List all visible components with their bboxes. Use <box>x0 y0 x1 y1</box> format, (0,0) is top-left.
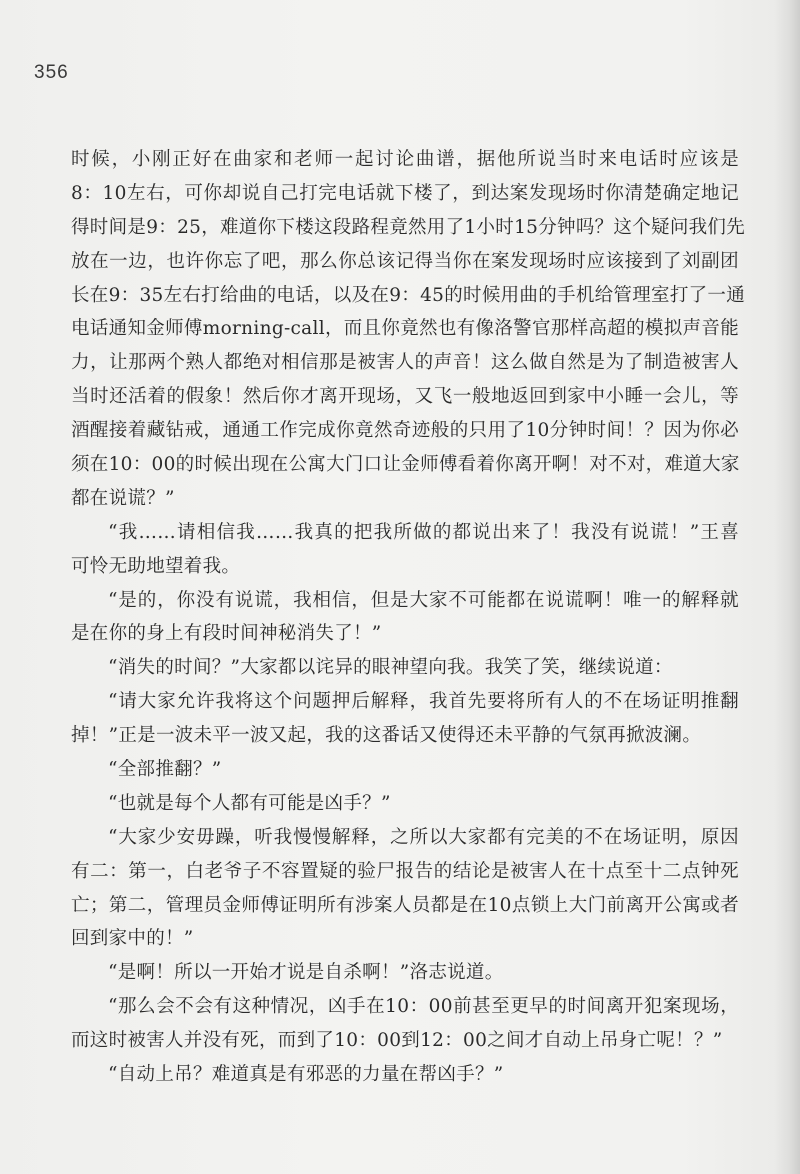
text-line: “消失的时间？”大家都以诧异的眼神望向我。我笑了笑，继续说道： <box>108 657 673 679</box>
body-text <box>71 143 746 1092</box>
text-line: 是在你的身上有段时间神秘消失了！” <box>71 623 382 645</box>
text-line: “自动上吊？难道真是有邪恶的力量在帮凶手？” <box>108 1064 504 1086</box>
text-line: 可怜无助地望着我。 <box>71 555 241 577</box>
text-line: “是啊！所以一开始才说是自杀啊！”洛志说道。 <box>108 962 504 984</box>
text-line: 都在说谎？” <box>71 487 175 509</box>
text-line: “那么会不会有这种情况，凶手在10：00前甚至更早的时间离开犯案现场， <box>108 996 739 1018</box>
text-line: “大家少安毋躁，听我慢慢解释，之所以大家都有完美的不在场证明，原因 <box>108 826 739 848</box>
text-line: 得时间是9：25，难道你下楼这段路程竟然用了1小时15分钟吗？这个疑问我们先 <box>71 216 746 238</box>
text-line: 而这时被害人并没有死，而到了10：00到12：00之间才自动上吊身亡呢！？” <box>71 1030 723 1052</box>
text-line: 8：10左右，可你却说自己打完电话就下楼了，到达案发现场时你清楚确定地记 <box>71 182 739 204</box>
text-line: “是的，你没有说谎，我相信，但是大家不可能都在说谎啊！唯一的解释就 <box>108 589 739 611</box>
page-number: 356 <box>34 62 69 83</box>
text-line: 酒醒接着藏钻戒，通通工作完成你竟然奇迹般的只用了10分钟时间！？因为你必 <box>71 420 739 442</box>
text-line: 有二：第一，白老爷子不容置疑的验尸报告的结论是被害人在十点至十二点钟死 <box>71 860 739 882</box>
text-line: 掉！”正是一波未平一波又起，我的这番话又使得还未平静的气氛再掀波澜。 <box>71 725 702 747</box>
text-line: “我……请相信我……我真的把我所做的都说出来了！我没有说谎！”王喜 <box>108 521 739 543</box>
text-line: 当时还活着的假象！然后你才离开现场，又飞一般地返回到家中小睡一会儿，等 <box>71 386 739 408</box>
text-line: 须在10：00的时候出现在公寓大门口让金师傅看着你离开啊！对不对，难道大家 <box>71 454 740 476</box>
text-line: 电话通知金师傅morning-call，而且你竟然也有像洛警官那样高超的模拟声音能 <box>71 318 739 340</box>
text-line: 亡；第二，管理员金师傅证明所有涉案人员都是在10点锁上大门前离开公寓或者 <box>71 894 739 916</box>
text-line: “也就是每个人都有可能是凶手？” <box>108 792 391 814</box>
page-gutter-shadow <box>774 0 800 1174</box>
text-line: “请大家允许我将这个问题押后解释，我首先要将所有人的不在场证明推翻 <box>108 691 739 713</box>
text-line: 回到家中的！” <box>71 928 194 950</box>
text-line: 时候，小刚正好在曲家和老师一起讨论曲谱，据他所说当时来电话时应该是 <box>71 149 739 170</box>
text-line: 力，让那两个熟人都绝对相信那是被害人的声音！这么做自然是为了制造被害人 <box>71 352 739 374</box>
text-line: “全部推翻？” <box>108 759 222 781</box>
text-line: 长在9：35左右打给曲的电话，以及在9：45的时候用曲的手机给管理室打了一通 <box>71 284 746 306</box>
text-line: 放在一边，也许你忘了吧，那么你总该记得当你在案发现场时应该接到了刘副团 <box>71 250 739 272</box>
